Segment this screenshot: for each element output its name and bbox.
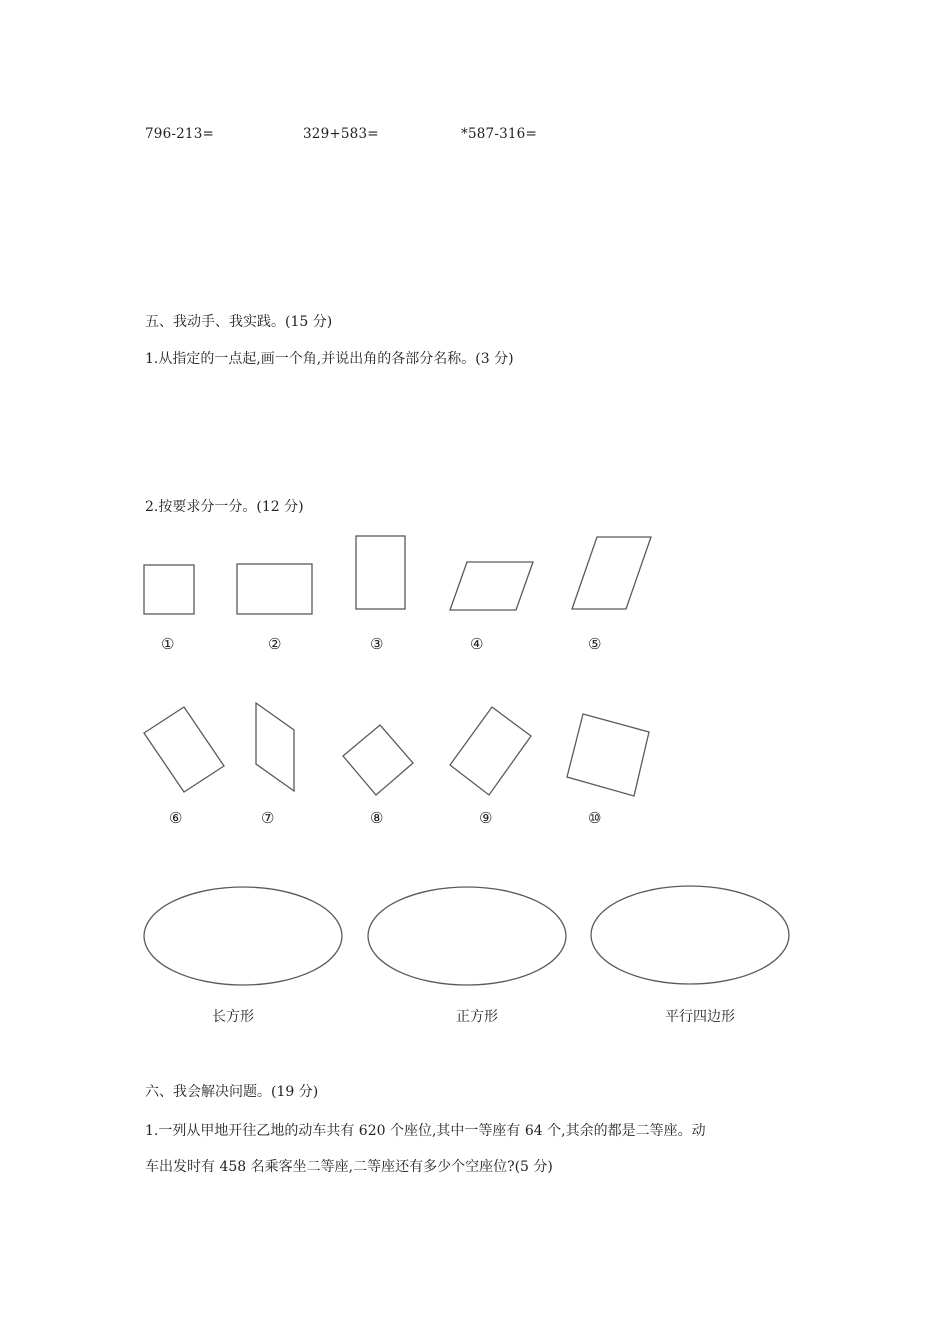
- shape-8-rotated-square: [343, 725, 413, 795]
- section5-question-1: 1.从指定的一点起,画一个角,并说出角的各部分名称。(3 分): [145, 351, 514, 367]
- category-label-parallelogram: 平行四边形: [665, 1009, 735, 1025]
- section6-question-1-line-2: 车出发时有 458 名乘客坐二等座,二等座还有多少个空座位?(5 分): [145, 1159, 553, 1175]
- shape-label-6: ⑥: [169, 809, 183, 827]
- shape-1-square: [144, 565, 194, 614]
- section6-title: 六、我会解决问题。(19 分): [145, 1084, 319, 1100]
- section5-title: 五、我动手、我实践。(15 分): [145, 314, 333, 330]
- shape-5-parallelogram: [572, 537, 651, 609]
- shape-label-10: ⑩: [588, 809, 602, 827]
- shape-9-rotated-rectangle: [450, 707, 531, 795]
- shape-label-4: ④: [470, 635, 484, 653]
- calc-3: *587-316=: [461, 126, 537, 142]
- category-label-square: 正方形: [456, 1009, 498, 1025]
- calc-2: 329+583=: [303, 126, 379, 142]
- shape-label-1: ①: [161, 635, 175, 653]
- ellipse-square-category: [368, 887, 566, 985]
- shape-label-2: ②: [268, 635, 282, 653]
- shape-label-3: ③: [370, 635, 384, 653]
- section6-question-1-line-1: 1.一列从甲地开往乙地的动车共有 620 个座位,其中一等座有 64 个,其余的都是二等座。动: [145, 1123, 706, 1139]
- shape-3-rectangle: [356, 536, 405, 609]
- calc-1: 796-213=: [145, 126, 215, 142]
- shape-10-rotated-square: [567, 714, 649, 796]
- shape-label-8: ⑧: [370, 809, 384, 827]
- shape-label-9: ⑨: [479, 809, 493, 827]
- section5-question-2: 2.按要求分一分。(12 分): [145, 499, 304, 515]
- ellipse-rectangle-category: [144, 887, 342, 985]
- shape-4-parallelogram: [450, 562, 533, 610]
- shape-7-trapezoid: [256, 703, 294, 791]
- shape-2-rectangle: [237, 564, 312, 614]
- ellipse-parallelogram-category: [591, 886, 789, 984]
- shape-6-rotated-rectangle: [144, 707, 224, 792]
- shape-label-5: ⑤: [588, 635, 602, 653]
- shape-label-7: ⑦: [261, 809, 275, 827]
- category-label-rectangle: 长方形: [212, 1009, 254, 1025]
